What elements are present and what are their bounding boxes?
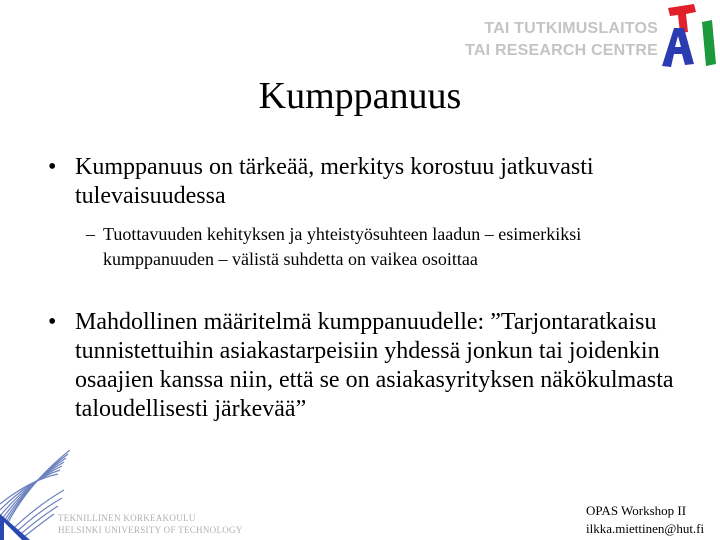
university-name-en: HELSINKI UNIVERSITY OF TECHNOLOGY	[58, 525, 243, 535]
event-name: OPAS Workshop II	[586, 503, 687, 518]
footer-info	[586, 502, 704, 538]
university-name-fi: TEKNILLINEN KORKEAKOULU	[58, 513, 196, 523]
bullet-marker: •	[48, 154, 57, 180]
bullet-1	[48, 153, 698, 211]
bullet-marker: •	[48, 309, 57, 335]
header-line-en: TAI RESEARCH CENTRE	[465, 42, 658, 59]
bullet-2	[48, 308, 698, 424]
university-name	[58, 512, 243, 536]
sub-bullet-1	[86, 222, 696, 272]
sub-bullet-marker: –	[86, 224, 95, 244]
tai-logo-icon	[658, 2, 718, 70]
slide-title: Kumppanuus	[258, 75, 462, 117]
author-email: ilkka.miettinen@hut.fi	[586, 521, 705, 536]
sub-bullet-1-text: Tuottavuuden kehityksen ja yhteistyösuhteen laadun – esimerkiksi kumppanuuden – välistä suhdetta on vaikea osoittaa	[103, 224, 582, 269]
bullet-2-text: Mahdollinen määritelmä kumppanuudelle: ”Tarjontaratkaisu tunnistettuihin asiakastarpeisiin yhdessä jonkun tai joidenkin osaajien kanssa niin, että se on asiakasyrityksen näkökulmasta taloudellisesti järkevää”	[75, 309, 674, 422]
header-line-fi: TAI TUTKIMUSLAITOS	[484, 20, 658, 37]
research-centre-header	[465, 18, 658, 62]
bullet-1-text: Kumppanuus on tärkeää, merkitys korostuu jatkuvasti tulevaisuudessa	[75, 154, 594, 209]
